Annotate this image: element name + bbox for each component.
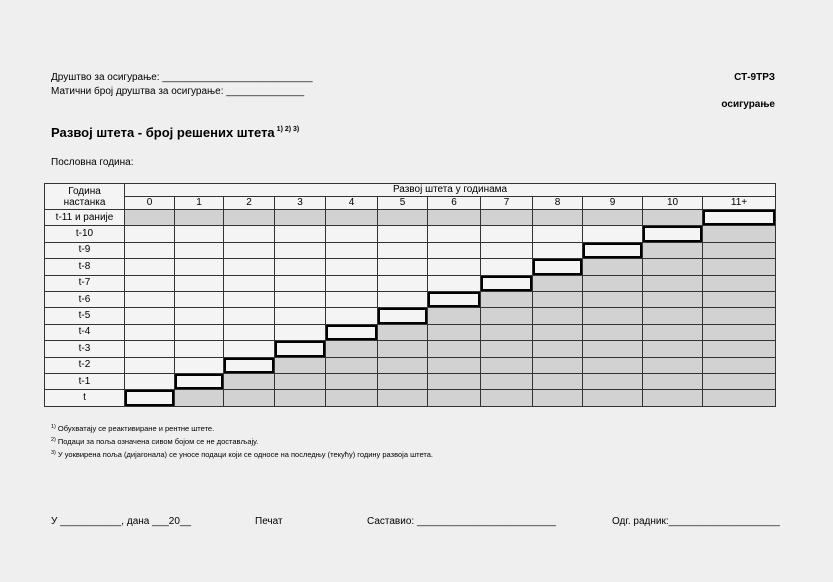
stamp-label: Печат <box>255 516 283 527</box>
accident-year-label: t-1 <box>45 373 125 389</box>
data-cell[interactable] <box>175 259 224 275</box>
data-cell[interactable] <box>224 341 275 357</box>
footnote-1-mark: 1) <box>51 424 56 430</box>
data-cell[interactable] <box>175 242 224 258</box>
gray-cell <box>481 341 533 357</box>
gray-cell <box>378 390 428 406</box>
gray-cell <box>703 390 776 406</box>
title-text: Развој штета - број решених штета <box>51 125 275 140</box>
diagonal-input-cell[interactable] <box>703 210 776 226</box>
gray-cell <box>533 291 583 307</box>
accident-year-label: t-10 <box>45 226 125 242</box>
gray-cell <box>583 373 643 389</box>
gray-cell <box>326 357 378 373</box>
accident-year-header-line1: Година <box>68 185 101 197</box>
gray-cell <box>703 291 776 307</box>
diagonal-input-cell[interactable] <box>583 242 643 258</box>
gray-cell <box>275 373 326 389</box>
column-header-11: 11+ <box>703 197 776 210</box>
gray-cell <box>481 308 533 324</box>
gray-cell <box>533 324 583 340</box>
gray-cell <box>224 390 275 406</box>
insurance-type-label: осигурање <box>721 99 775 110</box>
gray-cell <box>583 308 643 324</box>
gray-cell <box>175 390 224 406</box>
gray-cell <box>428 390 481 406</box>
gray-cell <box>583 210 643 226</box>
gray-cell <box>481 324 533 340</box>
accident-year-label: t-9 <box>45 242 125 258</box>
page-title <box>51 125 299 140</box>
gray-cell <box>428 324 481 340</box>
column-header-1: 1 <box>175 197 224 210</box>
data-cell[interactable] <box>378 226 428 242</box>
gray-cell <box>643 390 703 406</box>
table-row <box>45 341 776 357</box>
data-cell[interactable] <box>481 226 533 242</box>
gray-cell <box>643 275 703 291</box>
registration-number-field[interactable]: Матични број друштва за осигурање: ______________ <box>51 86 305 97</box>
gray-cell <box>703 242 776 258</box>
accident-year-label: t-6 <box>45 291 125 307</box>
gray-cell <box>703 373 776 389</box>
gray-cell <box>643 324 703 340</box>
data-cell[interactable] <box>583 226 643 242</box>
footnote-2-mark: 2) <box>51 437 56 443</box>
data-cell[interactable] <box>275 324 326 340</box>
data-cell[interactable] <box>175 324 224 340</box>
business-year-label: Пословна година: <box>51 157 134 168</box>
development-years-header: Развој штета у годинама <box>125 184 776 197</box>
gray-cell <box>428 357 481 373</box>
data-cell[interactable] <box>428 259 481 275</box>
data-cell[interactable] <box>275 226 326 242</box>
gray-cell <box>533 373 583 389</box>
data-cell[interactable] <box>175 226 224 242</box>
gray-cell <box>703 324 776 340</box>
gray-cell <box>481 291 533 307</box>
title-footnote-refs: 1) 2) 3) <box>276 126 300 133</box>
data-cell[interactable] <box>326 226 378 242</box>
gray-cell <box>224 210 275 226</box>
gray-cell <box>481 357 533 373</box>
gray-cell <box>378 373 428 389</box>
column-header-10: 10 <box>643 197 703 210</box>
column-header-4: 4 <box>326 197 378 210</box>
gray-cell <box>378 341 428 357</box>
gray-cell <box>583 341 643 357</box>
table-row <box>45 324 776 340</box>
footnote-3 <box>51 450 433 459</box>
gray-cell <box>481 373 533 389</box>
accident-year-label: t-3 <box>45 341 125 357</box>
diagonal-input-cell[interactable] <box>224 357 275 373</box>
footnote-2-text: Подаци за поља означена сивом бојом се не достављају. <box>57 437 259 446</box>
data-cell[interactable] <box>224 324 275 340</box>
data-cell[interactable] <box>275 259 326 275</box>
diagonal-input-cell[interactable] <box>481 275 533 291</box>
gray-cell <box>428 210 481 226</box>
column-header-row <box>45 197 776 210</box>
diagonal-input-cell[interactable] <box>326 324 378 340</box>
column-header-5: 5 <box>378 197 428 210</box>
gray-cell <box>583 275 643 291</box>
gray-cell <box>378 357 428 373</box>
table-row <box>45 373 776 389</box>
data-cell[interactable] <box>326 242 378 258</box>
gray-cell <box>428 341 481 357</box>
gray-cell <box>703 341 776 357</box>
gray-cell <box>643 291 703 307</box>
data-cell[interactable] <box>224 275 275 291</box>
accident-year-label: t-2 <box>45 357 125 373</box>
data-cell[interactable] <box>326 275 378 291</box>
column-header-7: 7 <box>481 197 533 210</box>
gray-cell <box>533 308 583 324</box>
diagonal-input-cell[interactable] <box>275 341 326 357</box>
gray-cell <box>703 259 776 275</box>
gray-cell <box>125 210 175 226</box>
gray-cell <box>275 210 326 226</box>
column-header-8: 8 <box>533 197 583 210</box>
gray-cell <box>378 210 428 226</box>
table-row <box>45 291 776 307</box>
gray-cell <box>533 357 583 373</box>
data-cell[interactable] <box>326 259 378 275</box>
claims-development-table <box>44 183 776 407</box>
data-cell[interactable] <box>428 275 481 291</box>
diagonal-input-cell[interactable] <box>378 308 428 324</box>
accident-year-label: t-5 <box>45 308 125 324</box>
accident-year-label: t-7 <box>45 275 125 291</box>
responsible-person-field[interactable]: Одг. радник:____________________ <box>612 516 780 527</box>
diagonal-input-cell[interactable] <box>175 373 224 389</box>
footnote-1-text: Обухватају се реактивиране и рентне штете. <box>57 424 215 433</box>
data-cell[interactable] <box>378 242 428 258</box>
data-cell[interactable] <box>175 341 224 357</box>
data-cell[interactable] <box>533 226 583 242</box>
diagonal-input-cell[interactable] <box>125 390 175 406</box>
data-cell[interactable] <box>175 275 224 291</box>
form-code: СТ-9ТРЗ <box>734 72 775 83</box>
gray-cell <box>583 259 643 275</box>
gray-cell <box>224 373 275 389</box>
gray-cell <box>326 210 378 226</box>
gray-cell <box>583 324 643 340</box>
gray-cell <box>643 210 703 226</box>
table-row <box>45 210 776 226</box>
data-cell[interactable] <box>481 259 533 275</box>
gray-cell <box>533 341 583 357</box>
table-row <box>45 226 776 242</box>
gray-cell <box>643 341 703 357</box>
gray-cell <box>643 259 703 275</box>
compiled-by-field[interactable]: Саставио: _________________________ <box>367 516 556 527</box>
gray-cell <box>428 373 481 389</box>
data-cell[interactable] <box>378 275 428 291</box>
footnote-3-mark: 3) <box>51 450 56 456</box>
gray-cell <box>481 390 533 406</box>
footnote-3-text: У уоквирена поља (дијагонала) се уносе подаци који се односе на последњу (текућу) годину развоја штета. <box>57 450 433 459</box>
data-cell[interactable] <box>533 242 583 258</box>
gray-cell <box>428 308 481 324</box>
data-cell[interactable] <box>125 226 175 242</box>
table-row <box>45 242 776 258</box>
gray-cell <box>703 308 776 324</box>
data-cell[interactable] <box>125 275 175 291</box>
data-cell[interactable] <box>224 226 275 242</box>
accident-year-label: t-4 <box>45 324 125 340</box>
data-cell[interactable] <box>125 242 175 258</box>
table-row <box>45 275 776 291</box>
diagonal-input-cell[interactable] <box>643 226 703 242</box>
column-header-9: 9 <box>583 197 643 210</box>
data-cell[interactable] <box>224 242 275 258</box>
data-cell[interactable] <box>125 341 175 357</box>
data-cell[interactable] <box>275 275 326 291</box>
diagonal-input-cell[interactable] <box>533 259 583 275</box>
data-cell[interactable] <box>224 259 275 275</box>
column-header-6: 6 <box>428 197 481 210</box>
accident-year-header-line2: настанка <box>63 196 106 208</box>
footnote-1 <box>51 424 214 433</box>
company-name-field[interactable]: Друштво за осигурање: ___________________________ <box>51 72 313 83</box>
data-cell[interactable] <box>125 373 175 389</box>
gray-cell <box>643 373 703 389</box>
gray-cell <box>703 275 776 291</box>
gray-cell <box>533 275 583 291</box>
gray-cell <box>643 242 703 258</box>
column-header-2: 2 <box>224 197 275 210</box>
data-cell[interactable] <box>125 291 175 307</box>
gray-cell <box>275 357 326 373</box>
table-row <box>45 390 776 406</box>
data-cell[interactable] <box>224 291 275 307</box>
footnote-2 <box>51 437 258 446</box>
data-cell[interactable] <box>481 242 533 258</box>
place-date-field[interactable]: У ___________, дана ___20__ <box>51 516 192 527</box>
data-cell[interactable] <box>326 291 378 307</box>
column-header-0: 0 <box>125 197 175 210</box>
accident-year-label: t <box>45 390 125 406</box>
data-cell[interactable] <box>125 259 175 275</box>
table-row <box>45 259 776 275</box>
gray-cell <box>378 324 428 340</box>
data-cell[interactable] <box>125 357 175 373</box>
diagonal-input-cell[interactable] <box>428 291 481 307</box>
gray-cell <box>703 357 776 373</box>
gray-cell <box>275 390 326 406</box>
column-header-3: 3 <box>275 197 326 210</box>
data-cell[interactable] <box>175 308 224 324</box>
gray-cell <box>643 308 703 324</box>
data-cell[interactable] <box>275 242 326 258</box>
data-cell[interactable] <box>275 308 326 324</box>
accident-year-label: t-11 и раније <box>45 210 125 226</box>
gray-cell <box>175 210 224 226</box>
data-cell[interactable] <box>428 226 481 242</box>
gray-cell <box>326 390 378 406</box>
gray-cell <box>481 210 533 226</box>
gray-cell <box>533 390 583 406</box>
gray-cell <box>583 390 643 406</box>
gray-cell <box>583 357 643 373</box>
data-cell[interactable] <box>326 308 378 324</box>
data-cell[interactable] <box>378 259 428 275</box>
gray-cell <box>326 373 378 389</box>
data-cell[interactable] <box>428 242 481 258</box>
gray-cell <box>643 357 703 373</box>
data-cell[interactable] <box>125 308 175 324</box>
gray-cell <box>583 291 643 307</box>
accident-year-header <box>45 184 125 210</box>
gray-cell <box>703 226 776 242</box>
table-row <box>45 357 776 373</box>
gray-cell <box>326 341 378 357</box>
data-cell[interactable] <box>224 308 275 324</box>
data-cell[interactable] <box>175 291 224 307</box>
data-cell[interactable] <box>378 291 428 307</box>
data-cell[interactable] <box>275 291 326 307</box>
data-cell[interactable] <box>175 357 224 373</box>
data-cell[interactable] <box>125 324 175 340</box>
accident-year-label: t-8 <box>45 259 125 275</box>
gray-cell <box>533 210 583 226</box>
table-row <box>45 308 776 324</box>
